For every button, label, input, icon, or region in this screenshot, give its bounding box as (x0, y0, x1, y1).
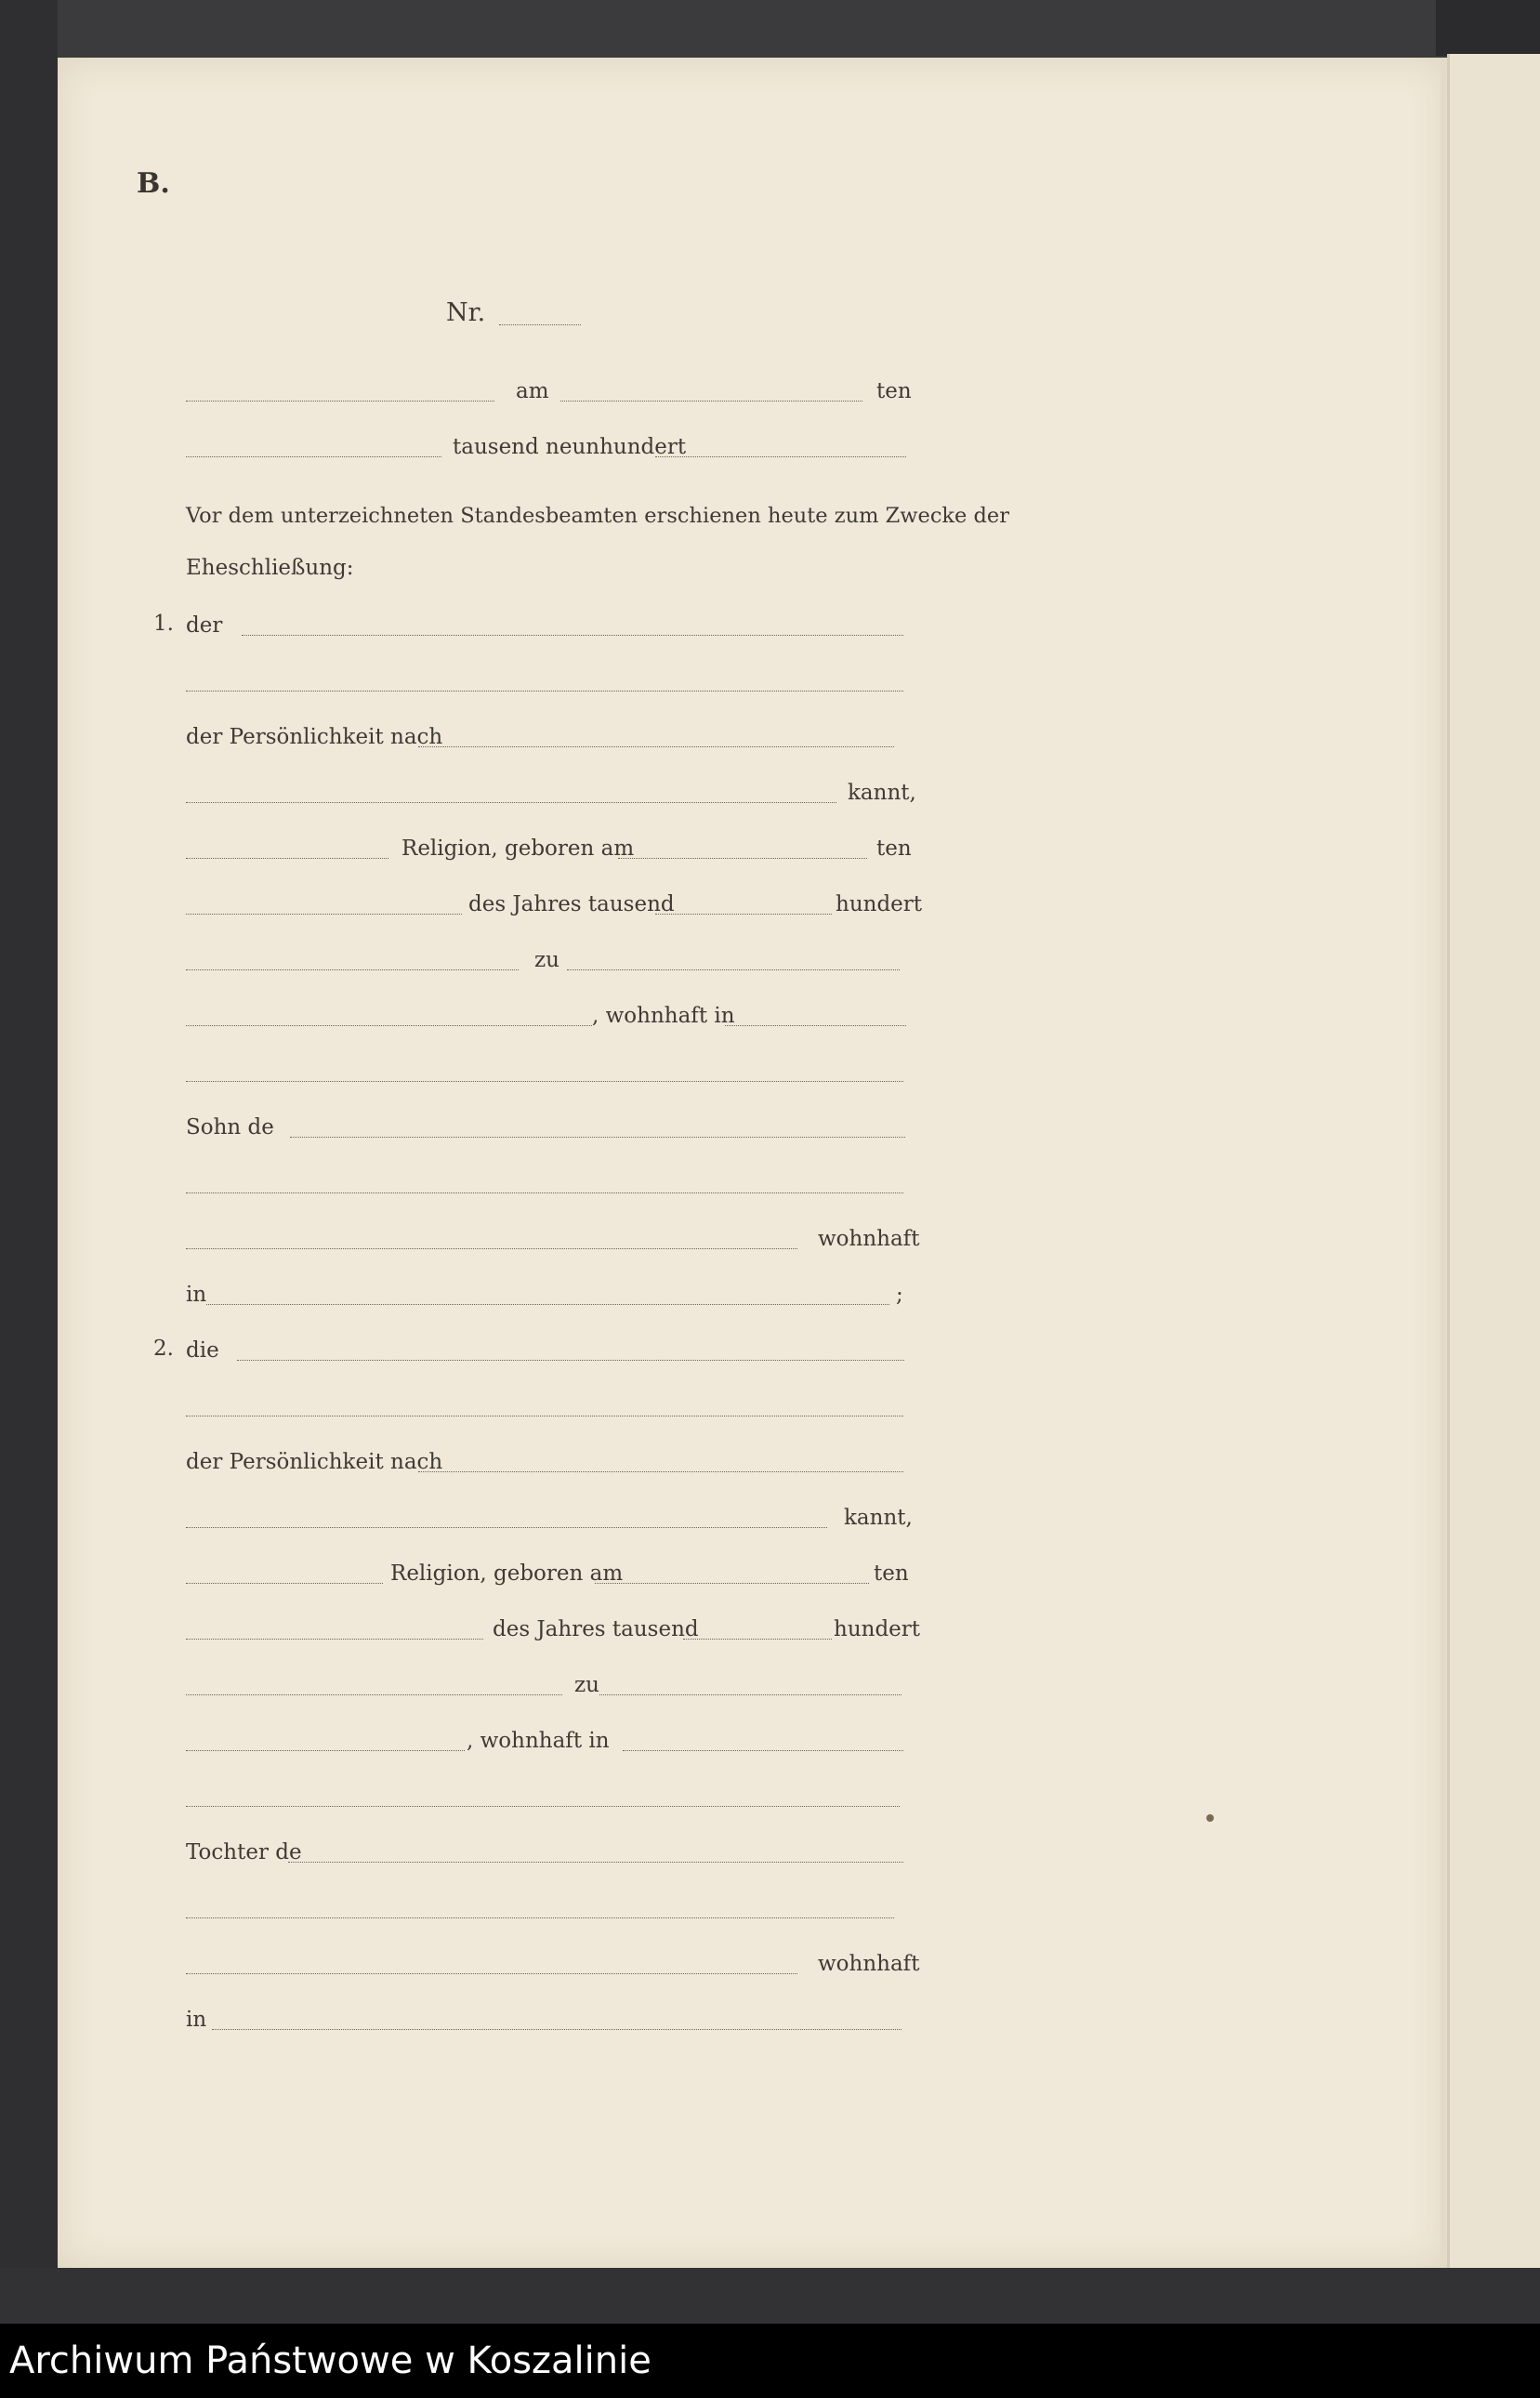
archive-footer: Archiwum Państwowe w Koszalinie (0, 2324, 1540, 2398)
bride-month-field (186, 1639, 483, 1640)
groom-parents-field (290, 1137, 905, 1138)
groom-residence-field-2 (186, 1081, 903, 1082)
bride-identity-field-2 (186, 1527, 827, 1528)
page-edge (1441, 58, 1446, 2268)
bride-number: 2. (153, 1337, 174, 1361)
bride-birthplace-field (599, 1694, 902, 1695)
bride-hundert-label: hundert (834, 1617, 921, 1641)
bride-residence-field (623, 1750, 903, 1751)
groom-number: 1. (153, 612, 174, 636)
paper-spot (1206, 1814, 1214, 1822)
bride-kannt-label: kannt, (844, 1506, 913, 1530)
groom-parents-residence-field (206, 1304, 889, 1305)
bride-parents-field-3 (186, 1973, 797, 1974)
place-date-line (186, 374, 911, 409)
groom-parents-in-line (186, 1277, 911, 1312)
groom-name-line-2 (186, 664, 911, 699)
bride-kannt-line (186, 1500, 911, 1535)
intro-text-2: Eheschließung: (186, 556, 354, 580)
bride-zu-line (186, 1667, 911, 1703)
semicolon-label: ; (896, 1283, 903, 1307)
bride-residence-field-2 (186, 1806, 900, 1807)
bride-jahres-line (186, 1612, 921, 1647)
bride-parents-wohnhaft-line (186, 1946, 920, 1982)
wohnhaft-in-label: , wohnhaft in (592, 1004, 735, 1028)
groom-name-field (242, 635, 903, 636)
groom-wohnhaft-line (186, 998, 911, 1034)
scan-background-top-right (1436, 0, 1540, 56)
parents-wohnhaft-label: wohnhaft (818, 1227, 920, 1251)
groom-name-field-2 (186, 691, 903, 692)
hundert-label: hundert (836, 892, 923, 916)
der-label: der (186, 613, 223, 638)
groom-jahres-line (186, 887, 923, 922)
intro-line-1 (186, 498, 1009, 534)
year-line (186, 429, 911, 465)
groom-birthday-field (618, 858, 867, 859)
tochter-label: Tochter de (186, 1840, 302, 1864)
groom-identity-field (418, 746, 894, 747)
in-label: in (186, 1283, 207, 1307)
nr-field (499, 324, 581, 325)
bride-jahres-label: des Jahres tausend (493, 1617, 699, 1641)
bride-parents-line-2 (186, 1891, 911, 1926)
groom-month-field (186, 914, 462, 915)
groom-ten-label: ten (876, 837, 912, 861)
groom-parents-line-2 (186, 1166, 911, 1201)
persoenlichkeit-label: der Persönlichkeit nach (186, 725, 443, 749)
groom-religion-field (186, 858, 388, 859)
bride-persoenlichkeit-line (186, 1444, 911, 1480)
bride-in-label: in (186, 2008, 207, 2032)
scan-background-left (0, 0, 58, 2324)
kannt-label: kannt, (848, 781, 916, 805)
adjacent-page (1447, 54, 1540, 2268)
groom-birthplace-field-2 (186, 1025, 592, 1026)
religion-label: Religion, geboren am (401, 837, 635, 861)
bride-residence-line-2 (186, 1779, 911, 1814)
intro-text-1: Vor dem unterzeichneten Standesbeamten erschienen heute zum Zwecke der (186, 504, 1009, 528)
bride-parents-wohnhaft-label: wohnhaft (818, 1952, 920, 1976)
scan-background-bottom (0, 2268, 1540, 2324)
ten-label: ten (876, 379, 912, 403)
bride-birthday-field (595, 1583, 869, 1584)
groom-persoenlichkeit-line (186, 719, 911, 755)
bride-religion-field (186, 1583, 383, 1584)
groom-religion-line (186, 831, 911, 866)
groom-parents-field-3 (186, 1248, 797, 1249)
bride-religion-label: Religion, geboren am (390, 1561, 624, 1586)
groom-century-field (655, 914, 832, 915)
die-label: die (186, 1338, 219, 1363)
groom-residence-line-2 (186, 1054, 911, 1089)
bride-tochter-line (186, 1835, 911, 1870)
month-field (186, 456, 441, 457)
groom-der-line (186, 608, 911, 643)
groom-year-field (186, 969, 519, 970)
jahres-label: des Jahres tausend (468, 892, 675, 916)
bride-name-line-2 (186, 1389, 911, 1424)
bride-wohnhaft-in-label: , wohnhaft in (467, 1729, 610, 1753)
bride-parents-field-2 (186, 1917, 894, 1918)
groom-birthplace-field (567, 969, 900, 970)
intro-line-2 (186, 550, 911, 586)
bride-year-field (186, 1694, 562, 1695)
bride-parents-field (288, 1862, 903, 1863)
bride-century-field (683, 1639, 832, 1640)
place-field (186, 401, 494, 402)
bride-parents-residence-field (212, 2029, 902, 2030)
groom-parents-field-2 (186, 1192, 903, 1193)
nr-label: Nr. (446, 298, 486, 327)
groom-parents-wohnhaft-line (186, 1221, 920, 1257)
groom-residence-field (725, 1025, 906, 1026)
bride-parents-in-line (186, 2002, 911, 2037)
bride-persoenlichkeit-label: der Persönlichkeit nach (186, 1450, 443, 1474)
bride-identity-field (418, 1471, 903, 1472)
bride-religion-line (186, 1556, 911, 1591)
groom-identity-field-2 (186, 802, 836, 803)
tausend-label: tausend neunhundert (453, 435, 687, 459)
zu-label: zu (534, 948, 559, 972)
section-letter: B. (137, 167, 170, 200)
year-field (655, 456, 906, 457)
bride-die-line (186, 1333, 911, 1368)
groom-sohn-line (186, 1110, 911, 1145)
groom-kannt-line (186, 775, 916, 810)
nr-line (446, 297, 604, 333)
bride-name-field (237, 1360, 904, 1361)
am-label: am (516, 379, 549, 403)
bride-zu-label: zu (574, 1673, 599, 1697)
sohn-label: Sohn de (186, 1115, 274, 1140)
bride-ten-label: ten (874, 1561, 909, 1586)
bride-wohnhaft-line (186, 1723, 911, 1759)
groom-zu-line (186, 942, 911, 978)
day-field (560, 401, 862, 402)
bride-birthplace-field-2 (186, 1750, 465, 1751)
